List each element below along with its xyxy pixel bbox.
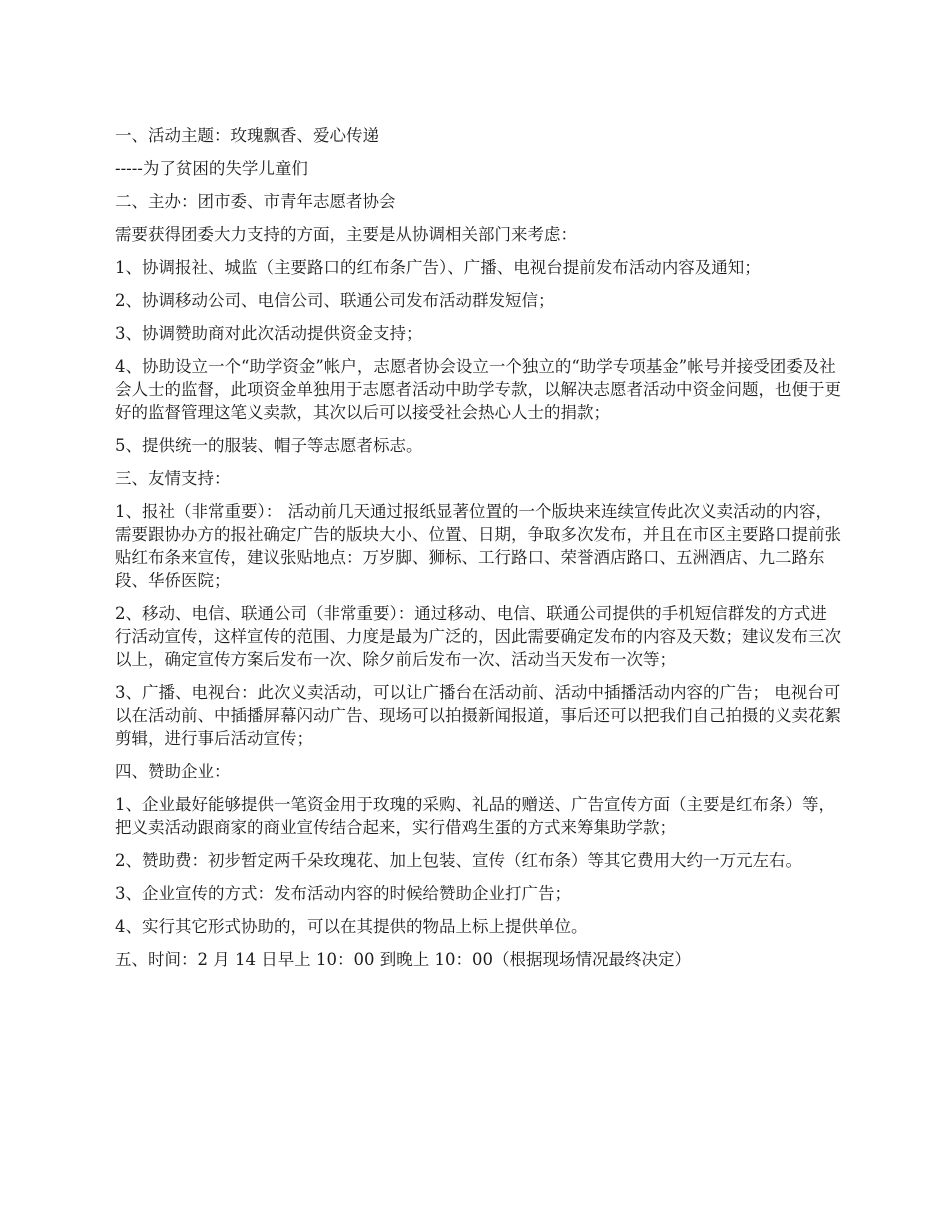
support-item-2: 2、协调移动公司、电信公司、联通公司发布活动群发短信； <box>115 291 555 310</box>
heading-activity-theme: 一、活动主题：玫瑰飘香、爱心传递 <box>115 126 379 145</box>
support-intro: 需要获得团委大力支持的方面，主要是从协调相关部门来考虑： <box>115 225 577 244</box>
sponsor-item-4: 4、实行其它形式协助的，可以在其提供的物品上标上提供单位。 <box>115 917 588 936</box>
heading-organizer: 二、主办：团市委、市青年志愿者协会 <box>115 192 396 211</box>
sponsor-item-1: 1、企业最好能够提供一笔资金用于玫瑰的采购、礼品的赠送、广告宣传方面（主要是红布条）等，把义卖活动跟商家的商业宣传结合起来，实行借鸡生蛋的方式来筹集助学款； <box>115 795 835 837</box>
heading-sponsors: 四、赞助企业： <box>115 762 231 781</box>
friendly-support-item-2: 2、移动、电信、联通公司（非常重要）：通过移动、电信、联通公司提供的手机短信群发的方式进行活动宣传，这样宣传的范围、力度是最为广泛的，因此需要确定发布的内容及天数；建议发布三次以上，确定宣传方案后发布一次、除夕前后发布一次、活动当天发布一次等； <box>115 604 841 669</box>
support-item-5: 5、提供统一的服装、帽子等志愿者标志。 <box>115 436 423 455</box>
heading-friendly-support: 三、友情支持： <box>115 469 231 488</box>
document-body <box>115 124 842 981</box>
sponsor-item-3: 3、企业宣传的方式：发布活动内容的时候给赞助企业打广告； <box>115 884 571 903</box>
heading-time: 五、时间：2 月 14 日早上 10：00 到晚上 10：00（根据现场情况最终决定） <box>115 950 691 969</box>
theme-subtitle: -----为了贫困的失学儿童们 <box>115 159 308 178</box>
support-item-3: 3、协调赞助商对此次活动提供资金支持； <box>115 324 423 343</box>
support-item-1: 1、协调报社、城监（主要路口的红布条广告）、广播、电视台提前发布活动内容及通知； <box>115 258 761 277</box>
friendly-support-item-1: 1、报社（非常重要）： 活动前几天通过报纸显著位置的一个版块来连续宣传此次义卖活动的内容，需要跟协办方的报社确定广告的版块大小、位置、日期，争取多次发布，并且在市区主要路口提前张贴红布条来宣传，建议张贴地点：万岁脚、狮标、工行路口、荣誉酒店路口、五洲酒店、九二路东段、华侨医院； <box>115 502 841 590</box>
support-item-4: 4、协助设立一个“助学资金”帐户，志愿者协会设立一个独立的“助学专项基金”帐号并接受团委及社会人士的监督，此项资金单独用于志愿者活动中助学专款，以解决志愿者活动中资金问题，也便于更好的监督管理这笔义卖款，其次以后可以接受社会热心人士的捐款； <box>115 357 841 422</box>
sponsor-item-2: 2、赞助费：初步暂定两千朵玫瑰花、加上包装、宣传（红布条）等其它费用大约一万元左右。 <box>115 851 802 870</box>
friendly-support-item-3: 3、广播、电视台：此次义卖活动，可以让广播台在活动前、活动中插播活动内容的广告； 电视台可以在活动前、中插播屏幕闪动广告、现场可以拍摄新闻报道，事后还可以把我们自己拍摄的义卖花絮剪辑，进行事后活动宣传； <box>115 683 841 748</box>
